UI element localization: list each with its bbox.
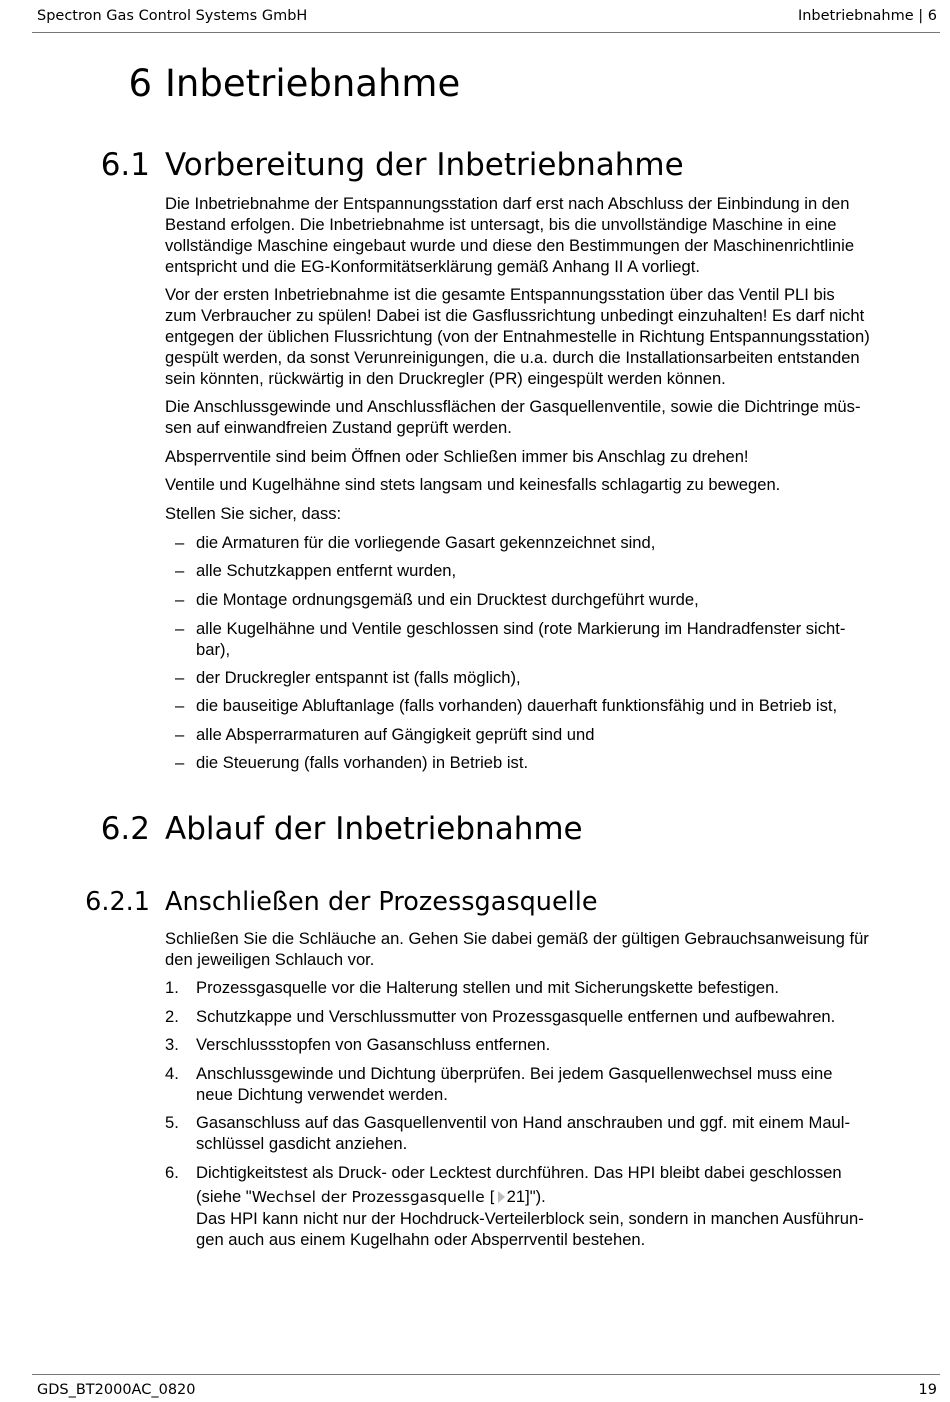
list-item: 2. Schutzkappe und Verschlussmutter von Prozessgasquelle entfernen und aufbewahren. [165,1007,836,1026]
paragraph-threads-check: Die Anschlussgewinde und Anschlussflächen der Gasquellenventile, sowie die Dichtringe müs- sen auf einwandfreien Zustand geprüft werden. [165,397,861,437]
step-number: 1. [165,978,179,997]
list-item: – alle Kugelhähne und Ventile geschlossen sind (rote Markierung im Handradfenster sicht- bar), [175,619,846,659]
cross-reference-link[interactable]: Wechsel der Prozessgasquelle [ 21] [251,1187,530,1206]
section-title: Vorbereitung der Inbetriebnahme [165,147,684,183]
step-number: 5. [165,1113,179,1132]
list-item: 3. Verschlussstopfen von Gasanschluss entfernen. [165,1035,551,1054]
dash-marker: – [175,590,185,609]
step-number: 2. [165,1007,179,1026]
list-item: – alle Schutzkappen entfernt wurden, [175,561,457,580]
dash-marker: – [175,561,185,580]
list-item: – alle Absperrarmaturen auf Gängigkeit geprüft sind und [175,725,595,744]
list-item: – die Armaturen für die vorliegende Gasart gekennzeichnet sind, [175,533,656,552]
step-number: 6. [165,1163,179,1182]
footer-page-number: 19 [918,1382,937,1398]
header-company: Spectron Gas Control Systems GmbH [37,8,308,24]
subsection-number: 6.2.1 [85,887,150,917]
list-item: – die bauseitige Abluftanlage (falls vorhanden) dauerhaft funktionsfähig und in Betrieb ist, [175,696,838,715]
dash-marker: – [175,725,185,744]
list-item: 5. Gasanschluss auf das Gasquellenventil von Hand anschrauben und ggf. mit einem Maul- schlüssel gasdicht anziehen. [165,1113,850,1153]
list-item: 4. Anschlussgewinde und Dichtung überprüfen. Bei jedem Gasquellenwechsel muss eine neue Dichtung verwendet werden. [165,1064,833,1104]
dash-marker: – [175,696,185,715]
section-number: 6.2 [100,811,150,847]
list-item: – die Montage ordnungsgemäß und ein Drucktest durchgeführt wurde, [175,590,699,609]
paragraph-prerequisites: Die Inbetriebnahme der Entspannungsstation darf erst nach Abschluss der Einbindung in den Bestand erfolgen. Die Inbetriebnahme ist untersagt, bis die unvollständige Maschine in eine vollständige Maschine eingebaut wurde und diese den Bestimmungen der Maschinenrichtlinie entspricht und die EG-Konformitätserklärung gemäß Anhang II A vorliegt. [165,194,855,276]
subsection-title: Anschließen der Prozessgasquelle [165,887,598,917]
dash-marker: – [175,668,185,687]
chapter-title: Inbetriebnahme [165,62,461,105]
header-chapter: Inbetriebnahme | 6 [797,8,937,24]
list-item: – die Steuerung (falls vorhanden) in Betrieb ist. [175,753,529,772]
page-footer [32,1374,940,1402]
page-header [32,0,940,33]
paragraph-shutoff-valves: Absperrventile sind beim Öffnen oder Schließen immer bis Anschlag zu drehen! [165,447,749,466]
paragraph-connect-hoses: Schließen Sie die Schläuche an. Gehen Sie dabei gemäß der gültigen Gebrauchsanweisung für den jeweiligen Schlauch vor. [165,929,869,969]
paragraph-valves-slowly: Ventile und Kugelhähne sind stets langsam und keinesfalls schlagartig zu bewegen. [165,475,781,494]
paragraph-ensure: Stellen Sie sicher, dass: [165,504,342,523]
step-number: 3. [165,1035,179,1054]
list-item: 1. Prozessgasquelle vor die Halterung stellen und mit Sicherungskette befestigen. [165,978,779,997]
footer-doc-id: GDS_BT2000AC_0820 [37,1382,196,1398]
dash-marker: – [175,753,185,772]
dash-marker: – [175,619,185,638]
section-title: Ablauf der Inbetriebnahme [165,811,583,847]
list-item: 6. Dichtigkeitstest als Druck- oder Lecktest durchführen. Das HPI bleibt dabei geschlossen (siehe "Wechsel der Prozessgasquelle [ 21]"). Das HPI kann nicht nur der Hochdruck-Verteilerblock sein, sondern in manchen Ausführun- gen auch aus einem Kugelhahn oder Absperrventil bestehen. [165,1163,864,1249]
paragraph-flushing: Vor der ersten Inbetriebnahme ist die gesamte Entspannungsstation über das Ventil PLI bis zum Verbraucher zu spülen! Dabei ist die Gasflussrichtung unbedingt einzuhalten! Es darf nicht entgegen der üblichen Flussrichtung (von der Entnahmestelle in Richtung Entspannungsstation) gespült werden, da sonst Verunreinigungen, die u.a. durch die Installationsarbeiten entstanden sein könnten, rückwärtig in den Druckregler (PR) eingespült werden können. [165,285,870,388]
list-item: – der Druckregler entspannt ist (falls möglich), [175,668,521,687]
step-number: 4. [165,1064,179,1083]
dash-marker: – [175,533,185,552]
section-number: 6.1 [100,147,150,183]
chapter-number: 6 [128,62,152,105]
arrow-right-icon [498,1191,505,1203]
